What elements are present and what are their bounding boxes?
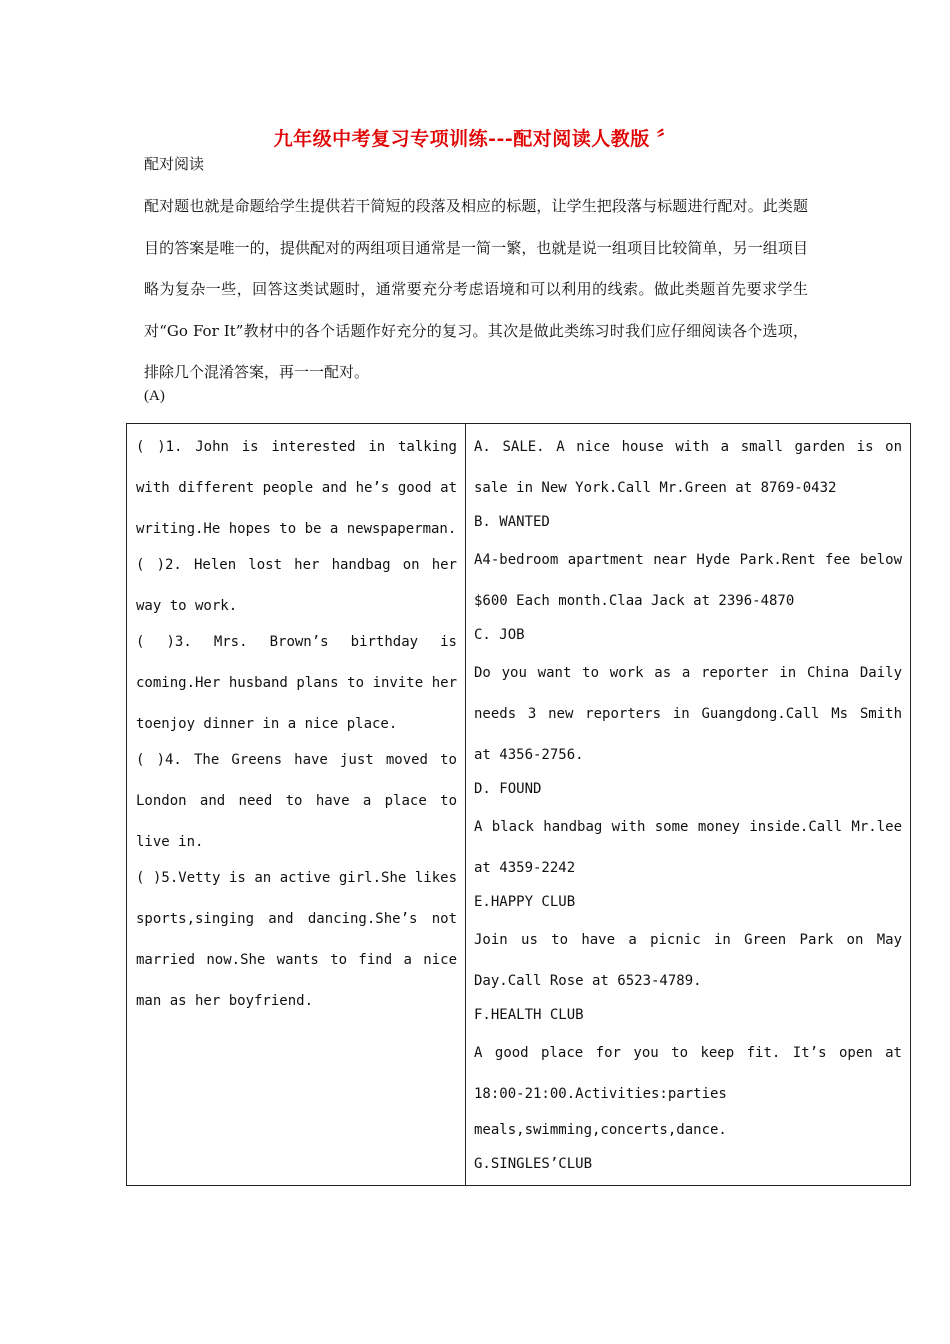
ad-c-heading: C. JOB xyxy=(474,627,525,643)
section-subtitle: 配对阅读 xyxy=(144,155,205,173)
ad-g-heading: G.SINGLES’CLUB xyxy=(474,1156,593,1172)
ad-d-heading: D. FOUND xyxy=(474,781,542,797)
part-label: (A) xyxy=(144,388,165,404)
ad-d-body: A black handbag with some money inside.Call Mr.lee at 4359-2242 xyxy=(474,819,902,876)
ad-f-heading: F.HEALTH CLUB xyxy=(474,1007,584,1023)
ad-f-body-continued: meals,swimming,concerts,dance. xyxy=(474,1122,727,1138)
question-1: ( )1. John is interested in talking with different people and he’s good at writing.He hopes to be a newspaperman. xyxy=(136,439,457,537)
matching-table xyxy=(126,423,911,1186)
ad-b-heading: B. WANTED xyxy=(474,514,550,530)
question-3: ( )3. Mrs. Brown’s birthday is coming.Her husband plans to invite her toenjoy dinner in a nice place. xyxy=(136,634,457,732)
ad-b-body: A4-bedroom apartment near Hyde Park.Rent fee below $600 Each month.Claa Jack at 2396-4870 xyxy=(474,552,902,609)
ads-column xyxy=(466,424,910,1185)
ad-a: A. SALE. A nice house with a small garden is on sale in New York.Call Mr.Green at 8769-0432 xyxy=(474,439,902,496)
intro-paragraph: 配对题也就是命题给学生提供若干简短的段落及相应的标题，让学生把段落与标题进行配对。此类题目的答案是唯一的，提供配对的两组项目通常是一简一繁，也就是说一组项目比较简单，另一组项目略为复杂一些，回答这类试题时，通常要充分考虑语境和可以利用的线索。做此类题首先要求学生对“Go For It”教材中的各个话题作好充分的复习。其次是做此类练习时我们应仔细阅读各个选项，排除几个混淆答案，再一一配对。 xyxy=(144,197,808,381)
question-4: ( )4. The Greens have just moved to London and need to have a place to live in. xyxy=(136,752,457,850)
question-5: ( )5.Vetty is an active girl.She likes sports,singing and dancing.She’s not married now.She wants to find a nice man as her boyfriend. xyxy=(136,870,457,1009)
question-2: ( )2. Helen lost her handbag on her way to work. xyxy=(136,557,457,614)
ad-e-heading: E.HAPPY CLUB xyxy=(474,894,576,910)
questions-column xyxy=(127,424,466,1185)
ad-c-body: Do you want to work as a reporter in China Daily needs 3 new reporters in Guangdong.Call Ms Smith at 4356-2756. xyxy=(474,665,902,763)
page-title: 九年级中考复习专项训练---配对阅读人教版 〞 xyxy=(273,128,677,150)
ad-f-body: A good place for you to keep fit. It’s open at 18:00-21:00.Activities:parties xyxy=(474,1045,902,1102)
ad-e-body: Join us to have a picnic in Green Park on May Day.Call Rose at 6523-4789. xyxy=(474,932,902,989)
